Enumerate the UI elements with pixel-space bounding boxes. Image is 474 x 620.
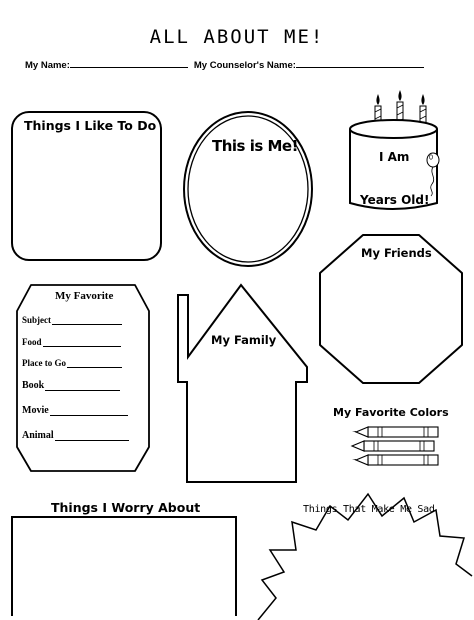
my-family-house[interactable] — [168, 282, 318, 487]
favorite-book-row[interactable]: Book — [22, 380, 120, 391]
things-i-worry-label: Things I Worry About — [51, 500, 201, 515]
crayons-icon — [352, 423, 442, 473]
things-i-worry-box[interactable] — [11, 516, 237, 616]
portrait-oval[interactable] — [180, 108, 316, 270]
my-family-label: My Family — [211, 333, 277, 347]
counselor-name-line[interactable] — [296, 67, 424, 68]
favorite-subject-row[interactable]: Subject — [22, 315, 122, 325]
favorite-food-row[interactable]: Food — [22, 337, 121, 347]
favorite-place-row[interactable]: Place to Go — [22, 358, 122, 368]
favorite-colors-label: My Favorite Colors — [333, 406, 449, 419]
favorite-movie-row[interactable]: Movie — [22, 405, 128, 416]
page-title: ALL ABOUT ME! — [149, 26, 325, 48]
my-name-line[interactable] — [70, 67, 188, 68]
name-fields — [25, 60, 424, 71]
age-label-line1: I Am — [379, 150, 410, 164]
things-i-like-box[interactable] — [11, 111, 162, 261]
my-name-label: My Name: — [25, 60, 70, 71]
counselor-name-label: My Counselor's Name: — [193, 60, 296, 71]
my-favorite-title: My Favorite — [55, 290, 114, 302]
my-favorite-box — [15, 283, 151, 473]
things-make-sad-label: Things That Make Me Sad — [303, 504, 435, 515]
this-is-me-label: This is Me! — [212, 137, 298, 155]
favorite-animal-row[interactable]: Animal — [22, 430, 129, 441]
my-friends-label: My Friends — [361, 246, 432, 260]
age-label-line2: Years Old! — [360, 193, 430, 207]
things-make-sad-shape[interactable] — [250, 480, 472, 620]
things-i-like-label: Things I Like To Do — [24, 118, 157, 133]
